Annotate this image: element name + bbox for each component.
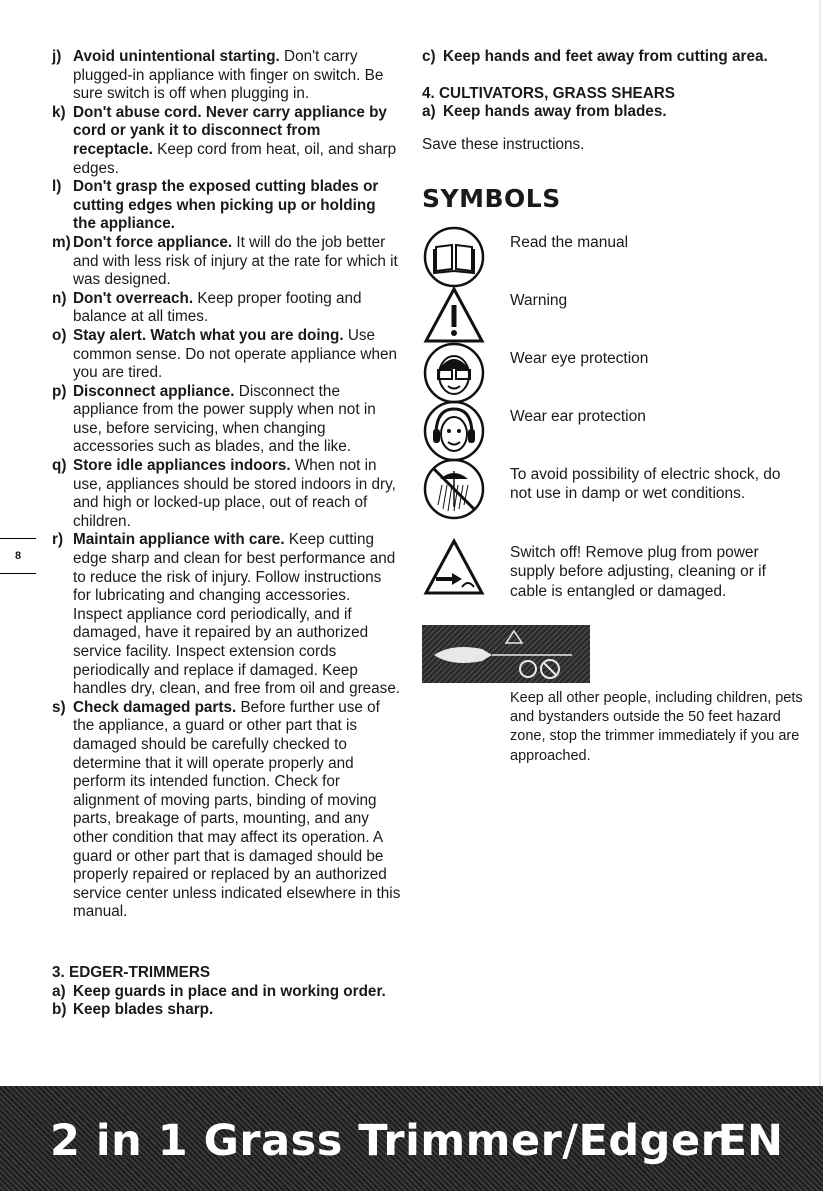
- item-label: a): [422, 103, 436, 121]
- symbol-text: Wear eye protection: [510, 349, 649, 367]
- product-title: 2 in 1 Grass Trimmer/Edger: [50, 1116, 723, 1166]
- no-rain-icon: [422, 457, 486, 521]
- item-text: Keep cord from heat, oil, and sharp edges.: [73, 140, 397, 177]
- page-edge: [819, 0, 821, 1191]
- item-label: b): [52, 1001, 67, 1019]
- footer-banner: [0, 1086, 823, 1191]
- item-heading: Don't abuse cord. Never carry appliance by cord or yank it to disconnect from receptacle.: [73, 103, 387, 158]
- list-item: [52, 983, 402, 1002]
- item-heading: Keep guards in place and in working order.: [73, 982, 386, 1000]
- symbol-row: [422, 399, 802, 463]
- item-text: Don't carry plugged-in appliance with finger on switch. Be sure switch is off when plugging in.: [73, 48, 384, 103]
- item-text: Keep cutting edge sharp and clean for best performance and to reduce the risk of injury. Follow instructions for lubricating and changing accessories. Inspect appliance cord periodically, and if damaged, have it repaired by an authorized service facility. Inspect extension cords periodically and replace if damaged. Keep handles dry, clean, and free from oil and grease.: [73, 531, 401, 698]
- symbol-text: Wear ear protection: [510, 407, 646, 425]
- item-label: s): [52, 698, 66, 716]
- section-heading: 4. CULTIVATORS, GRASS SHEARS: [422, 84, 675, 102]
- item-heading: Don't force appliance.: [73, 233, 233, 251]
- item-heading: Avoid unintentional starting.: [73, 48, 280, 65]
- item-label: n): [52, 289, 67, 307]
- page-number: 8: [0, 538, 36, 574]
- warning-icon: [422, 283, 486, 347]
- item-text: Disconnect the appliance from the power supply when not in use, before servicing, when changing accessories such as blades, and the like.: [73, 382, 376, 456]
- edger-section: [52, 964, 402, 1020]
- item-label: m): [52, 233, 71, 251]
- left-column: [52, 48, 402, 922]
- item-label: q): [52, 457, 67, 475]
- item-label: r): [52, 531, 64, 549]
- list-item: [52, 178, 402, 234]
- symbol-text: Warning: [510, 291, 568, 309]
- list-item: [52, 457, 402, 531]
- unplug-icon: [422, 535, 486, 599]
- item-label: p): [52, 382, 67, 400]
- item-label: o): [52, 326, 67, 344]
- item-heading: Disconnect appliance.: [73, 382, 235, 400]
- list-item: [52, 290, 402, 327]
- list-item: [52, 699, 402, 922]
- bystander-text: Keep all other people, including children, pets and bystanders outside the 50 feet hazard zone, stop the trimmer immediately if you are approached.: [510, 689, 803, 764]
- hazard-zone-banner-icon: [422, 625, 590, 683]
- item-heading: Don't overreach.: [73, 289, 194, 307]
- list-item: [52, 104, 402, 178]
- item-label: k): [52, 103, 66, 121]
- symbol-row: [422, 341, 802, 405]
- item-heading: Stay alert. Watch what you are doing.: [73, 326, 344, 344]
- item-text: Use common sense. Do not operate appliance when you are tired.: [73, 326, 397, 382]
- item-heading: Keep hands and feet away from cutting area.: [443, 48, 768, 65]
- symbol-text: To avoid possibility of electric shock, do not use in damp or wet conditions.: [510, 465, 781, 503]
- symbol-row: [422, 225, 802, 289]
- language-code: EN: [717, 1116, 783, 1166]
- item-text: Keep proper footing and balance at all times.: [73, 289, 362, 326]
- list-item: [52, 383, 402, 457]
- symbol-row: [422, 535, 802, 602]
- symbol-row: [422, 283, 802, 347]
- item-label: c): [422, 48, 436, 65]
- manual-icon: [422, 225, 486, 289]
- item-heading: Check damaged parts.: [73, 698, 237, 716]
- item-heading: Don't grasp the exposed cutting blades or cutting edges when picking up or holding the appliance.: [73, 178, 379, 233]
- section-heading: 3. EDGER-TRIMMERS: [52, 964, 211, 981]
- list-item: [422, 103, 802, 122]
- item-label: l): [52, 178, 62, 196]
- item-label: a): [52, 982, 66, 1000]
- symbol-text: Switch off! Remove plug from power supply before adjusting, cleaning or if cable is entangled or damaged.: [510, 543, 766, 600]
- item-heading: Maintain appliance with care.: [73, 531, 285, 549]
- symbol-text: Read the manual: [510, 233, 629, 251]
- list-item: [422, 48, 802, 67]
- list-item: [52, 531, 402, 698]
- item-text: Before further use of the appliance, a guard or other part that is damaged should be carefully checked to determine that it will operate properly and perform its intended function. Check for alignment of moving parts, binding of moving parts, breakage of parts, mounting, and any other condition that may affect its operation. A guard or other part that is damaged should be properly repaired or replaced by an authorized service center unless indicated elsewhere in this manual.: [73, 698, 401, 921]
- item-heading: Store idle appliances indoors.: [73, 457, 291, 475]
- symbols-title: SYMBOLS: [422, 183, 561, 213]
- symbols-list: [422, 213, 802, 833]
- right-column: [422, 48, 802, 833]
- item-heading: Keep blades sharp.: [73, 1001, 214, 1019]
- list-item: [52, 327, 402, 383]
- list-item: [52, 234, 402, 290]
- list-item: [52, 1001, 402, 1020]
- item-text: When not in use, appliances should be stored indoors in dry, and high or locked-up place, out of reach of children.: [73, 457, 396, 530]
- ear-protection-icon: [422, 399, 486, 463]
- item-label: j): [52, 48, 62, 65]
- symbol-row: [422, 457, 802, 521]
- save-instructions-text: Save these instructions.: [422, 135, 585, 153]
- item-text: It will do the job better and with less risk of injury at the rate for which it was designed.: [73, 233, 398, 289]
- eye-protection-icon: [422, 341, 486, 405]
- list-item: [52, 48, 402, 104]
- item-heading: Keep hands away from blades.: [443, 103, 667, 121]
